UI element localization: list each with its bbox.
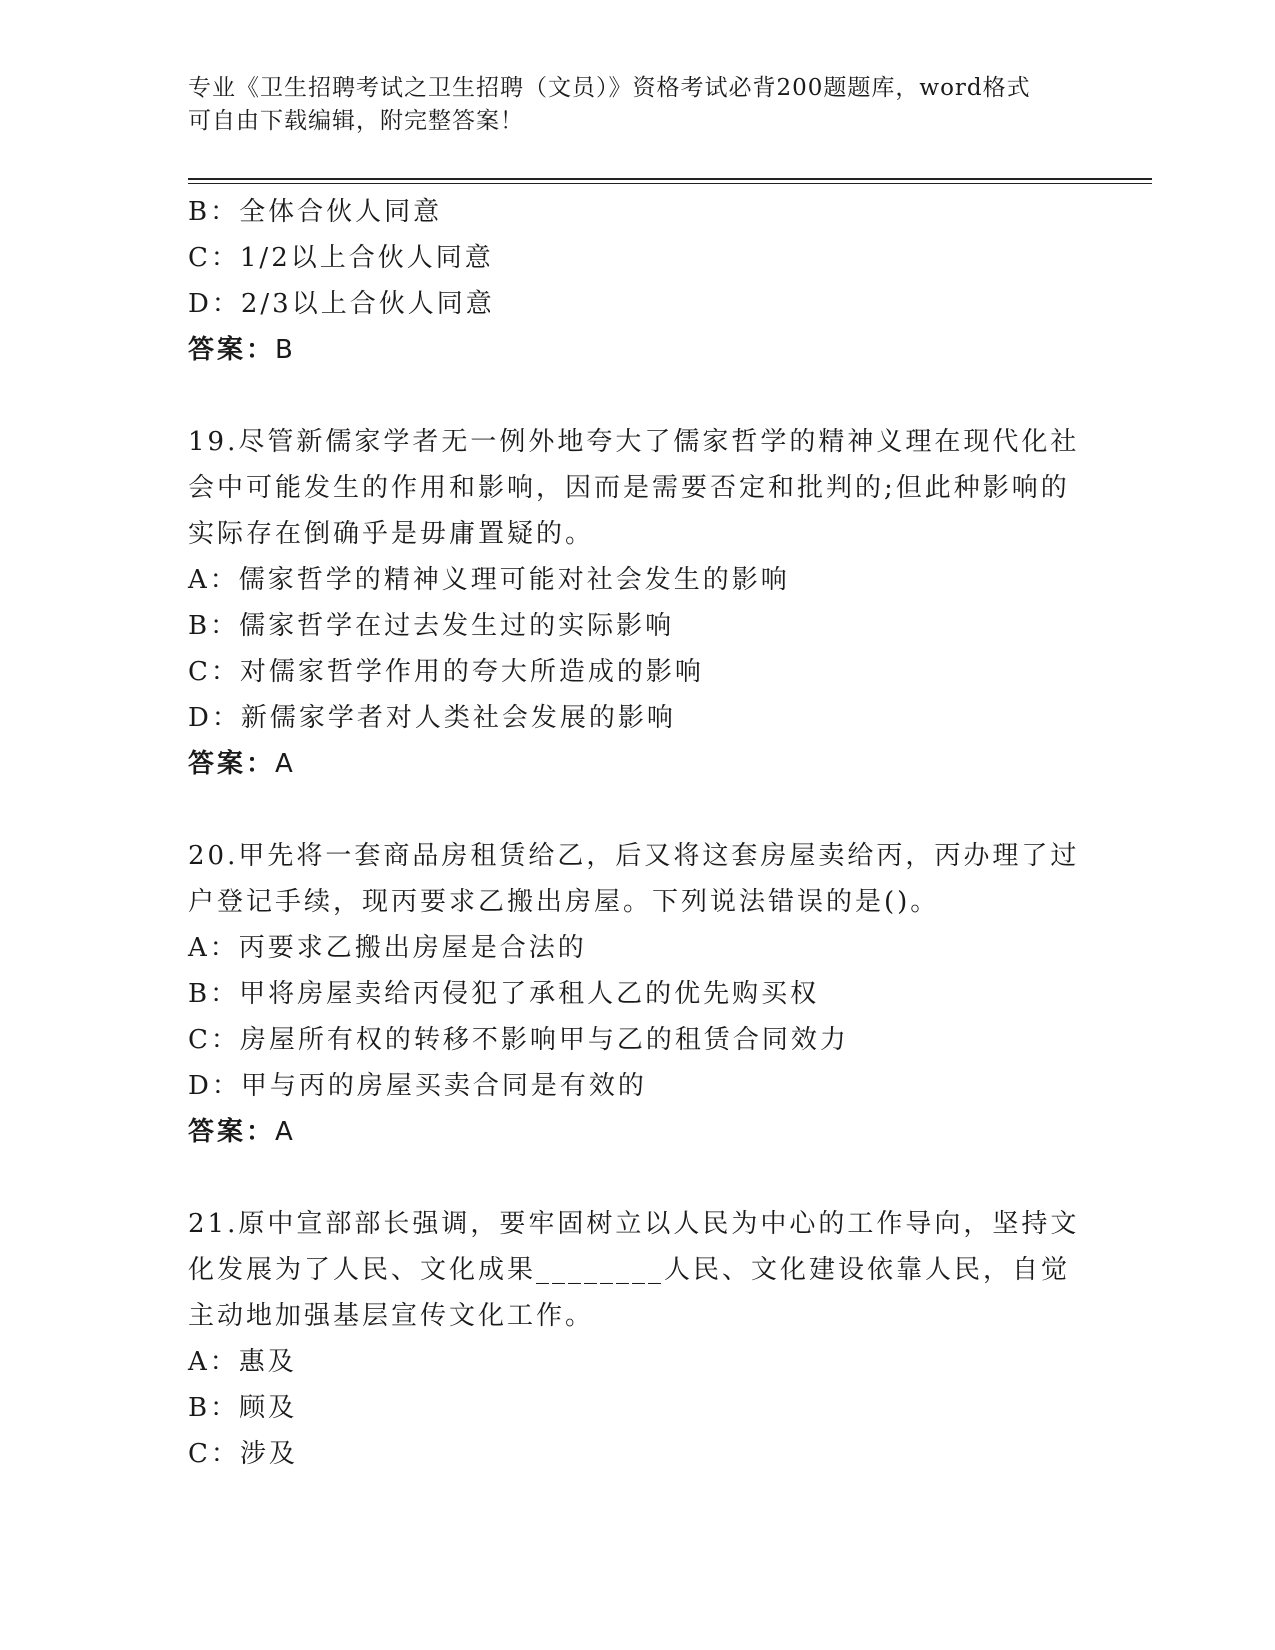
question-stem-line: 化发展为了人民、文化成果________人民、文化建设依靠人民，自觉: [188, 1255, 1071, 1285]
question-19: [188, 419, 1088, 787]
header-divider-thick: [188, 178, 1152, 180]
answer-value: A: [275, 749, 296, 779]
option-a: A：惠及: [188, 1347, 297, 1377]
question-stem-line: 19.尽管新儒家学者无一例外地夸大了儒家哲学的精神义理在现代化社: [188, 427, 1080, 457]
answer-line: [188, 327, 1088, 373]
question-stem-line: 会中可能发生的作用和影响，因而是需要否定和批判的;但此种影响的: [188, 473, 1070, 503]
option-c: C：涉及: [188, 1439, 298, 1469]
answer-value: A: [275, 1117, 296, 1147]
question-stem-line: 主动地加强基层宣传文化工作。: [188, 1301, 595, 1331]
question-stem-line: 实际存在倒确乎是毋庸置疑的。: [188, 519, 595, 549]
question-20: [188, 833, 1088, 1155]
option-a: A：丙要求乙搬出房屋是合法的: [188, 933, 587, 963]
question-stem-line: 21.原中宣部部长强调，要牢固树立以人民为中心的工作导向，坚持文: [188, 1209, 1080, 1239]
question-18: [188, 189, 1088, 373]
question-list: [188, 189, 1088, 1477]
question-stem-line: 20.甲先将一套商品房租赁给乙，后又将这套房屋卖给丙，丙办理了过: [188, 841, 1080, 871]
header-line-1: 专业《卫生招聘考试之卫生招聘（文员）》资格考试必背200题题库，word格式: [188, 75, 1031, 101]
header-divider-thin: [188, 183, 1152, 184]
option-d: D：新儒家学者对人类社会发展的影响: [188, 703, 676, 733]
option-a: A：儒家哲学的精神义理可能对社会发生的影响: [188, 565, 790, 595]
answer-label: 答案：: [188, 1117, 276, 1147]
question-stem-line: 户登记手续，现丙要求乙搬出房屋。下列说法错误的是()。: [188, 887, 940, 917]
answer-label: 答案：: [188, 749, 276, 779]
option-b: B：儒家哲学在过去发生过的实际影响: [188, 611, 675, 641]
option-d: D：2/3以上合伙人同意: [188, 289, 495, 319]
option-c: C：房屋所有权的转移不影响甲与乙的租赁合同效力: [188, 1025, 849, 1055]
header-line-2: 可自由下载编辑，附完整答案！: [188, 108, 524, 134]
option-c: C：1/2以上合伙人同意: [188, 243, 494, 273]
question-21: [188, 1201, 1088, 1477]
option-b: B：全体合伙人同意: [188, 197, 443, 227]
answer-line: [188, 1109, 1088, 1155]
answer-line: [188, 741, 1088, 787]
answer-label: 答案：: [188, 335, 276, 365]
option-b: B：甲将房屋卖给丙侵犯了承租人乙的优先购买权: [188, 979, 820, 1009]
option-b: B：顾及: [188, 1393, 298, 1423]
option-d: D：甲与丙的房屋买卖合同是有效的: [188, 1071, 647, 1101]
answer-value: B: [275, 335, 296, 365]
option-c: C：对儒家哲学作用的夸大所造成的影响: [188, 657, 704, 687]
document-header: [188, 72, 1088, 138]
